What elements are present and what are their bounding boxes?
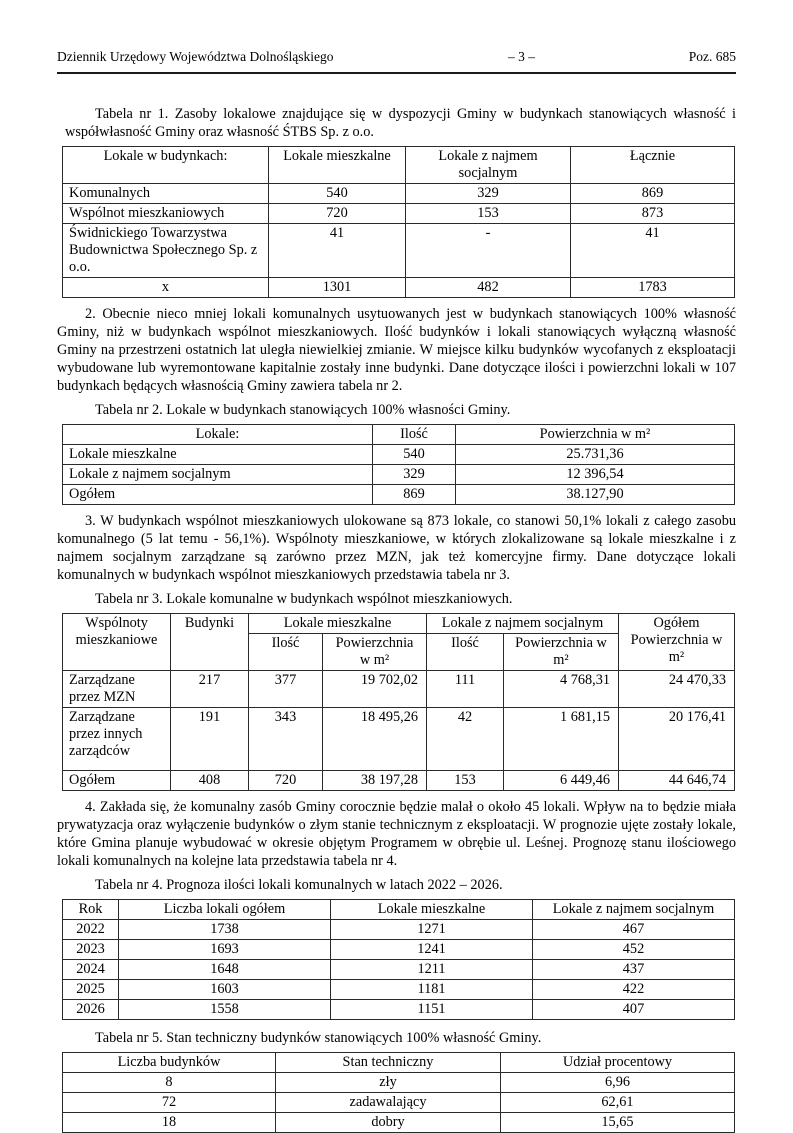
table-3 — [62, 613, 735, 791]
table-header-row — [63, 1053, 735, 1073]
value-cell: 24 470,33 — [619, 671, 735, 708]
table-row — [63, 1000, 735, 1020]
value-cell: 869 — [571, 184, 735, 204]
value-cell: 407 — [533, 1000, 735, 1020]
value-cell: 15,65 — [501, 1113, 735, 1133]
value-cell: 540 — [373, 445, 456, 465]
column-header: Ilość — [249, 634, 323, 671]
value-cell: 18 — [63, 1113, 276, 1133]
value-cell: 1211 — [331, 960, 533, 980]
table-header-row — [63, 614, 735, 634]
column-header: Ilość — [427, 634, 504, 671]
value-cell: 1648 — [119, 960, 331, 980]
table-row — [63, 278, 735, 298]
value-cell: 19 702,02 — [323, 671, 427, 708]
table-row — [63, 771, 735, 791]
paragraph-2: 2. Obecnie nieco mniej lokali komunalnych usytuowanych jest w budynkach stanowiących 100% własność Gminy, niż w budynkach wspólnot mieszkaniowych. Ilość budynków i lokali stanowiących wyłączną własność Gminy na przestrzeni ostatnich lat uległa niewielkiej zmianie. W miejsce kilku budynków wycofanych z eksploatacji wybudowane lub wyremontowane kapitalnie zostały inne budynki. Dane dotyczące ilości i powierzchni lokali w 107 budynkach będących własnością Gminy zawiera tabela nr 2. — [57, 306, 736, 394]
row-label-cell: Komunalnych — [63, 184, 269, 204]
table-header-row — [63, 900, 735, 920]
value-cell: 873 — [571, 204, 735, 224]
year-cell: 2023 — [63, 940, 119, 960]
column-header: Łącznie — [571, 147, 735, 184]
row-label-cell: Wspólnot mieszkaniowych — [63, 204, 269, 224]
row-label-cell: Zarządzane przez innych zarządców — [63, 708, 171, 771]
column-header: Lokale mieszkalne — [269, 147, 406, 184]
value-cell: 540 — [269, 184, 406, 204]
value-cell: 38.127,90 — [456, 485, 735, 505]
value-cell: 1693 — [119, 940, 331, 960]
journal-title: Dziennik Urzędowy Województwa Dolnośląskiego — [57, 49, 334, 64]
column-header: Ogółem Powierzchnia w m² — [619, 614, 735, 671]
value-cell: 482 — [406, 278, 571, 298]
value-cell: zadawalający — [276, 1093, 501, 1113]
value-cell: 25.731,36 — [456, 445, 735, 465]
value-cell: 1241 — [331, 940, 533, 960]
table-row — [63, 485, 735, 505]
value-cell: 6,96 — [501, 1073, 735, 1093]
page-header — [57, 48, 736, 65]
table-4 — [62, 899, 735, 1020]
table5-caption: Tabela nr 5. Stan techniczny budynków stanowiących 100% własność Gminy. — [95, 1030, 542, 1046]
value-cell: 153 — [427, 771, 504, 791]
value-cell: 41 — [269, 224, 406, 278]
table-row — [63, 224, 735, 278]
value-cell: zły — [276, 1073, 501, 1093]
value-cell: 18 495,26 — [323, 708, 427, 771]
value-cell: 329 — [406, 184, 571, 204]
header-rule — [57, 72, 736, 74]
value-cell: 720 — [269, 204, 406, 224]
year-cell: 2022 — [63, 920, 119, 940]
table-row — [63, 1093, 735, 1113]
table-row — [63, 465, 735, 485]
table3-caption: Tabela nr 3. Lokale komunalne w budynkach wspólnot mieszkaniowych. — [95, 591, 513, 607]
row-label-cell: Ogółem — [63, 771, 171, 791]
table4-caption: Tabela nr 4. Prognoza ilości lokali komunalnych w latach 2022 – 2026. — [95, 877, 503, 893]
row-label-cell: x — [63, 278, 269, 298]
table-row — [63, 920, 735, 940]
value-cell: 1738 — [119, 920, 331, 940]
table-row — [63, 671, 735, 708]
column-header: Budynki — [171, 614, 249, 671]
value-cell: 42 — [427, 708, 504, 771]
table-row — [63, 445, 735, 465]
column-header: Lokale z najmem socjalnym — [406, 147, 571, 184]
table-row — [63, 1073, 735, 1093]
value-cell: 62,61 — [501, 1093, 735, 1113]
row-label-cell: Lokale z najmem socjalnym — [63, 465, 373, 485]
column-header: Lokale z najmem socjalnym — [533, 900, 735, 920]
paragraph-4: 4. Zakłada się, że komunalny zasób Gminy corocznie będzie malał o około 45 lokali. Wpływ na to będzie miała prywatyzacja oraz wyłączenie budynków o złym stanie technicznym z eksploatacji. W prognozie ujęte zostały lokale, które Gmina planuje wybudować w okresie objętym Programem w obrębie ul. Leśnej. Prognozę stanu ilościowego lokali komunalnych na kolejne lata przedstawia tabela nr 4. — [57, 799, 736, 869]
column-header: Udział procentowy — [501, 1053, 735, 1073]
value-cell: 329 — [373, 465, 456, 485]
table2-caption: Tabela nr 2. Lokale w budynkach stanowiących 100% własności Gminy. — [95, 402, 511, 418]
value-cell: 41 — [571, 224, 735, 278]
table-row — [63, 184, 735, 204]
value-cell: 153 — [406, 204, 571, 224]
value-cell: 720 — [249, 771, 323, 791]
column-header: Wspólnoty mieszkaniowe — [63, 614, 171, 671]
table-2 — [62, 424, 735, 505]
value-cell: 44 646,74 — [619, 771, 735, 791]
value-cell: 191 — [171, 708, 249, 771]
column-header: Powierzchnia w m² — [323, 634, 427, 671]
value-cell: 8 — [63, 1073, 276, 1093]
row-label-cell: Lokale mieszkalne — [63, 445, 373, 465]
table-1 — [62, 146, 735, 298]
table-row — [63, 204, 735, 224]
column-header: Liczba lokali ogółem — [119, 900, 331, 920]
value-cell: 217 — [171, 671, 249, 708]
column-header: Lokale mieszkalne — [331, 900, 533, 920]
value-cell: 1181 — [331, 980, 533, 1000]
value-cell: 1301 — [269, 278, 406, 298]
value-cell: 467 — [533, 920, 735, 940]
value-cell: 869 — [373, 485, 456, 505]
value-cell: 12 396,54 — [456, 465, 735, 485]
year-cell: 2024 — [63, 960, 119, 980]
value-cell: 408 — [171, 771, 249, 791]
column-header: Rok — [63, 900, 119, 920]
table-row — [63, 940, 735, 960]
column-group-header: Lokale mieszkalne — [249, 614, 427, 634]
paragraph-3: 3. W budynkach wspólnot mieszkaniowych ulokowane są 873 lokale, co stanowi 50,1% lokali z całego zasobu komunalnego (5 lat temu - 56,1%). Wspólnoty mieszkaniowe, w których zlokalizowane są lokale mieszkalne i z najmem socjalnym zarządzane są zarówno przez MZN, jak też komercyjne firmy. Dane dotyczące lokali komunalnych w budynkach wspólnot mieszkaniowych przedstawia tabela nr 3. — [57, 513, 736, 583]
value-cell: 452 — [533, 940, 735, 960]
value-cell: 377 — [249, 671, 323, 708]
table-row — [63, 980, 735, 1000]
position-number: Poz. 685 — [688, 49, 736, 64]
value-cell: - — [406, 224, 571, 278]
column-header: Powierzchnia w m² — [504, 634, 619, 671]
year-cell: 2025 — [63, 980, 119, 1000]
value-cell: 1 681,15 — [504, 708, 619, 771]
value-cell: 437 — [533, 960, 735, 980]
page-number: – 3 – — [508, 49, 535, 64]
value-cell: 1558 — [119, 1000, 331, 1020]
value-cell: 422 — [533, 980, 735, 1000]
table-header-row — [63, 425, 735, 445]
table-row — [63, 1113, 735, 1133]
value-cell: 1271 — [331, 920, 533, 940]
column-header: Lokale: — [63, 425, 373, 445]
value-cell: 20 176,41 — [619, 708, 735, 771]
table1-caption: Tabela nr 1. Zasoby lokalowe znajdujące się w dyspozycji Gminy w budynkach stanowiących własność i współwłasność Gminy oraz własność ŚTBS Sp. z o.o. — [65, 106, 736, 140]
value-cell: 4 768,31 — [504, 671, 619, 708]
table-header-row — [63, 147, 735, 184]
value-cell: 1603 — [119, 980, 331, 1000]
column-header: Powierzchnia w m² — [456, 425, 735, 445]
value-cell: 1151 — [331, 1000, 533, 1020]
year-cell: 2026 — [63, 1000, 119, 1020]
column-group-header: Lokale z najmem socjalnym — [427, 614, 619, 634]
row-label-cell: Zarządzane przez MZN — [63, 671, 171, 708]
row-label-cell: Ogółem — [63, 485, 373, 505]
row-label-cell: Świdnickiego Towarzystwa Budownictwa Społecznego Sp. z o.o. — [63, 224, 269, 278]
column-header: Liczba budynków — [63, 1053, 276, 1073]
column-header: Stan techniczny — [276, 1053, 501, 1073]
value-cell: 38 197,28 — [323, 771, 427, 791]
table-row — [63, 960, 735, 980]
value-cell: dobry — [276, 1113, 501, 1133]
column-header: Ilość — [373, 425, 456, 445]
value-cell: 343 — [249, 708, 323, 771]
value-cell: 72 — [63, 1093, 276, 1113]
column-header: Lokale w budynkach: — [63, 147, 269, 184]
table-row — [63, 708, 735, 771]
value-cell: 6 449,46 — [504, 771, 619, 791]
value-cell: 1783 — [571, 278, 735, 298]
value-cell: 111 — [427, 671, 504, 708]
